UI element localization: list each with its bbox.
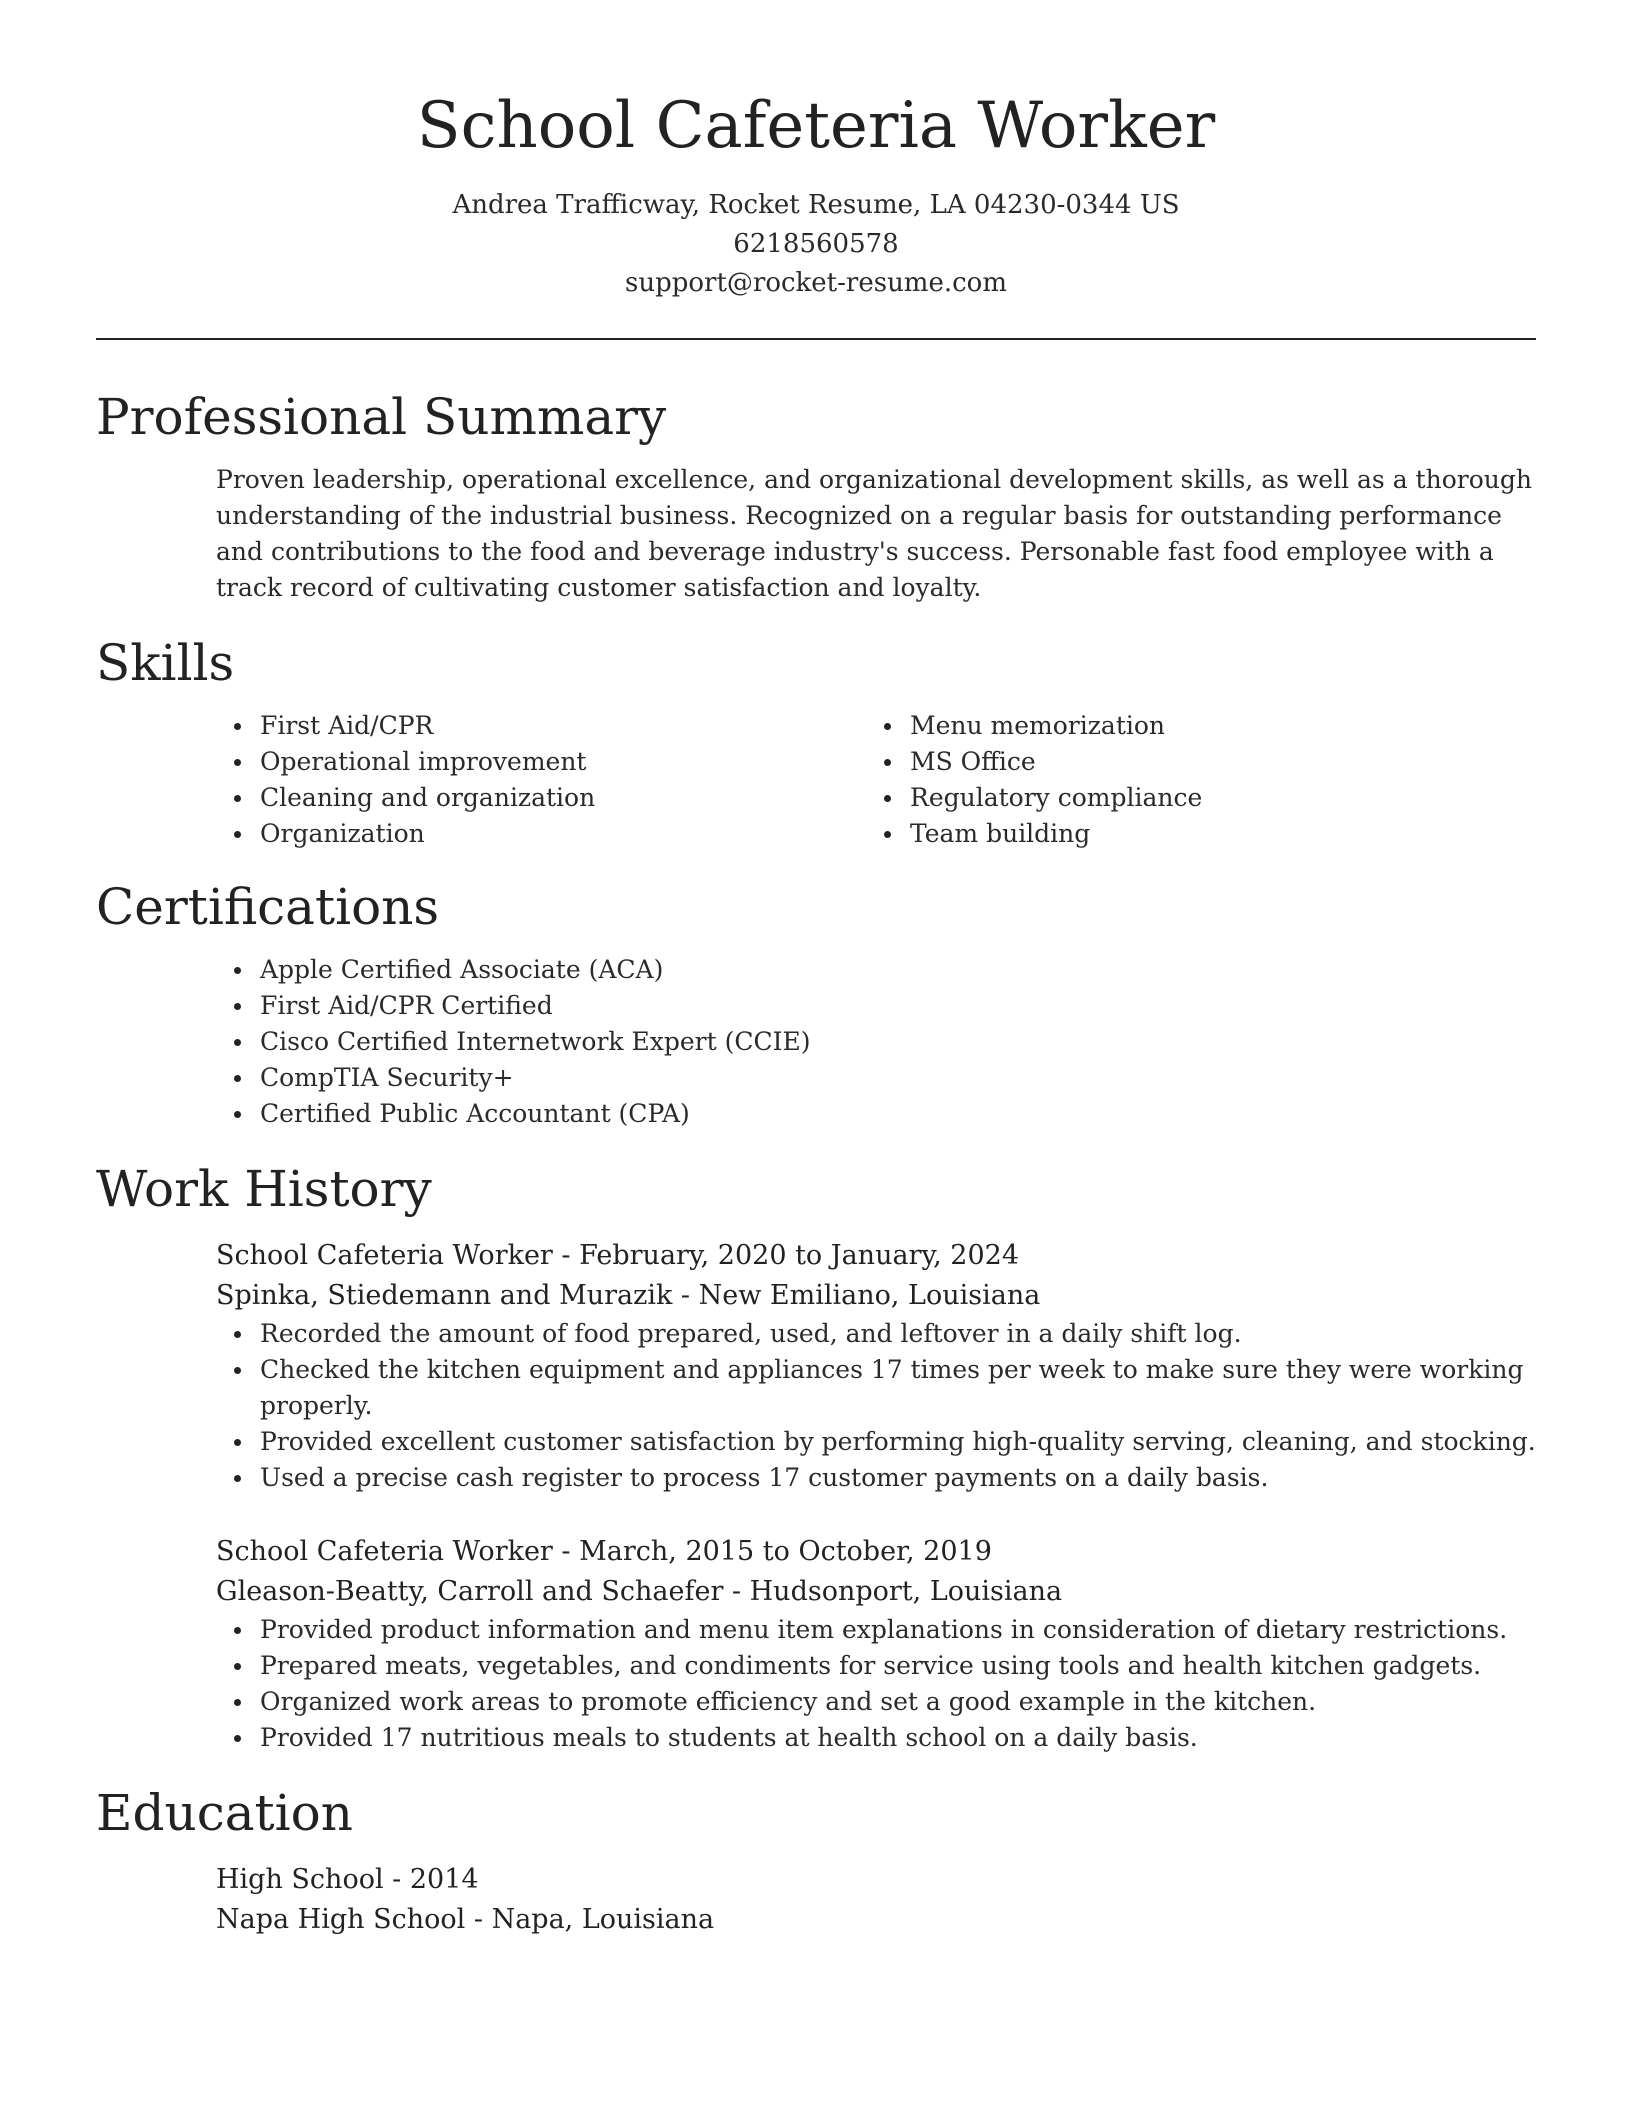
certifications-heading: Certifications [96, 878, 440, 936]
skills-column-left [216, 708, 866, 852]
resume-header [96, 0, 1536, 303]
certification-item: CompTIA Security+ [260, 1060, 1536, 1096]
certification-item: First Aid/CPR Certified [260, 988, 1536, 1024]
job-bullets [216, 1612, 1536, 1756]
job-bullet: Provided product information and menu item explanations in consideration of dietary restrictions. [260, 1612, 1536, 1648]
skill-item: First Aid/CPR [260, 708, 866, 744]
job-title-line: School Cafeteria Worker - March, 2015 to October, 2019 [216, 1536, 992, 1567]
summary-text: Proven leadership, operational excellence, and organizational development skills, as well as a thorough understanding of the industrial business. Recognized on a regular basis for outstanding performance and contributions to the food and beverage industry's success. Personable fast food employee with a track record of cultivating customer satisfaction and loyalty. [216, 465, 1532, 602]
job-bullet: Checked the kitchen equipment and appliances 17 times per week to make sure they were working properly. [260, 1352, 1536, 1424]
skill-item: Menu memorization [910, 708, 1516, 744]
skills-heading: Skills [96, 634, 235, 692]
job-company-line: Spinka, Stiedemann and Murazik - New Emiliano, Louisiana [216, 1280, 1041, 1311]
skill-item: Operational improvement [260, 744, 866, 780]
resume-page [96, 0, 1536, 1940]
job-bullet: Used a precise cash register to process 17 customer payments on a daily basis. [260, 1460, 1536, 1496]
resume-name: School Cafeteria Worker [416, 89, 1216, 163]
job-bullet: Organized work areas to promote efficiency and set a good example in the kitchen. [260, 1684, 1536, 1720]
education-entry [216, 1860, 1536, 1940]
certification-item: Cisco Certified Internetwork Expert (CCIE) [260, 1024, 1536, 1060]
certification-item: Apple Certified Associate (ACA) [260, 952, 1536, 988]
header-divider [96, 338, 1536, 340]
contact-address: Andrea Trafficway, Rocket Resume, LA 04230-0344 US [452, 190, 1180, 220]
contact-email: support@rocket-resume.com [624, 268, 1007, 298]
job-bullet: Provided excellent customer satisfaction by performing high-quality serving, cleaning, and stocking. [260, 1424, 1536, 1460]
certification-item: Certified Public Accountant (CPA) [260, 1096, 1536, 1132]
skill-item: Organization [260, 816, 866, 852]
job-company-line: Gleason-Beatty, Carroll and Schaefer - Hudsonport, Louisiana [216, 1576, 1063, 1607]
skills-grid [216, 708, 1536, 852]
work-history-heading: Work History [96, 1160, 432, 1218]
education-degree-line: High School - 2014 [216, 1864, 479, 1895]
job-entry [216, 1532, 1536, 1756]
skill-item: MS Office [910, 744, 1516, 780]
skill-item: Cleaning and organization [260, 780, 866, 816]
job-title-line: School Cafeteria Worker - February, 2020 to January, 2024 [216, 1240, 1020, 1271]
education-school-line: Napa High School - Napa, Louisiana [216, 1904, 715, 1935]
job-bullet: Recorded the amount of food prepared, used, and leftover in a daily shift log. [260, 1316, 1536, 1352]
job-entry [216, 1236, 1536, 1496]
summary-heading: Professional Summary [96, 388, 667, 446]
job-bullets [216, 1316, 1536, 1496]
job-bullet: Provided 17 nutritious meals to students at health school on a daily basis. [260, 1720, 1536, 1756]
education-heading: Education [96, 1784, 353, 1842]
job-bullet: Prepared meats, vegetables, and condiments for service using tools and health kitchen gadgets. [260, 1648, 1536, 1684]
skills-column-right [866, 708, 1516, 852]
contact-phone: 6218560578 [733, 229, 899, 259]
skill-item: Regulatory compliance [910, 780, 1516, 816]
certifications-list [216, 952, 1536, 1132]
skill-item: Team building [910, 816, 1516, 852]
